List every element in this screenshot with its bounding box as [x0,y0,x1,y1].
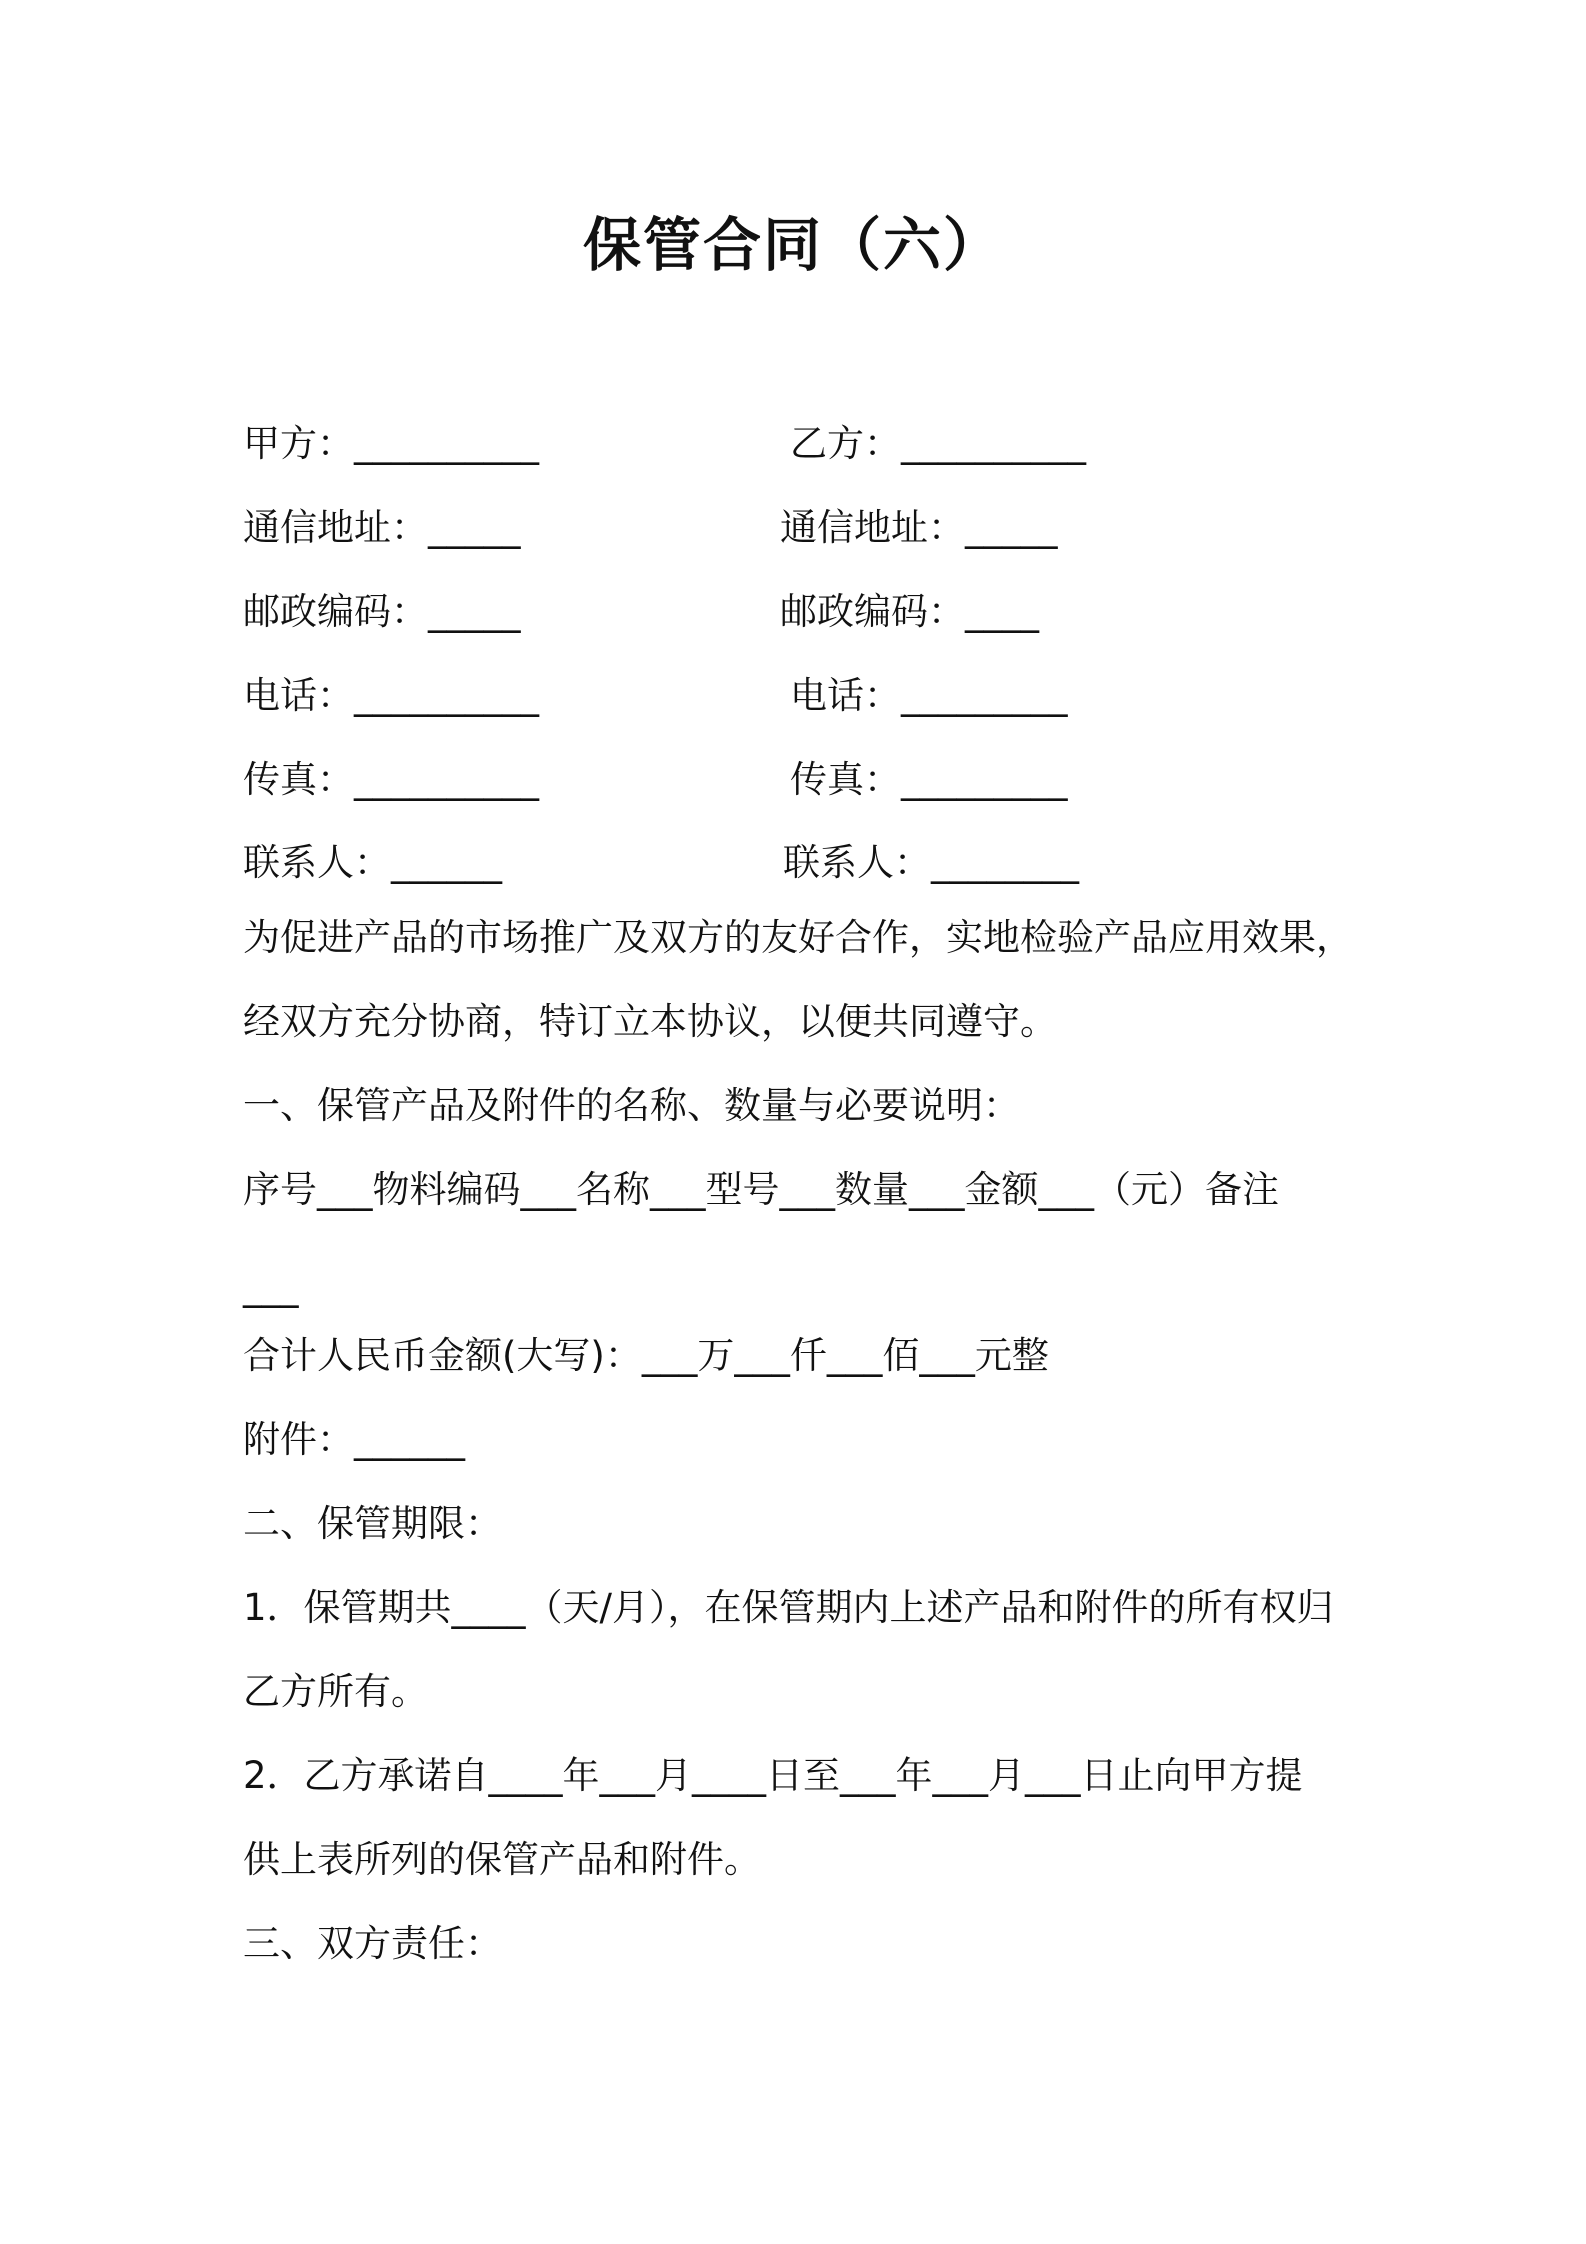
party-a-contact: 联系人：______ [243,841,502,884]
clause-2-1-line-2: 乙方所有。 [243,1670,428,1713]
intro-line-1: 为促进产品的市场推广及双方的友好合作，实地检验产品应用效果， [243,916,1353,959]
section-2-heading: 二、保管期限： [243,1502,502,1545]
party-b-postcode: 邮政编码：____ [780,590,1039,633]
party-a-phone: 电话：__________ [243,674,539,717]
section-1-heading: 一、保管产品及附件的名称、数量与必要说明： [243,1084,1020,1127]
party-b-address: 通信地址：_____ [780,506,1058,549]
party-a-fax: 传真：__________ [243,758,539,801]
party-b-phone: 电话：_________ [790,674,1068,717]
party-b-fax: 传真：_________ [790,758,1068,801]
clause-2-1-line-1: 1．保管期共____（天/月），在保管期内上述产品和附件的所有权归 [243,1586,1334,1629]
document-title: 保管合同（六） [582,211,1003,279]
party-a-name: 甲方：__________ [243,422,539,465]
clause-2-2-line-1: 2．乙方承诺自____年___月____日至___年___月___日止向甲方提 [243,1754,1303,1797]
intro-line-2: 经双方充分协商，特订立本协议，以便共同遵守。 [243,1000,1057,1043]
table-header-line: 序号___物料编码___名称___型号___数量___金额___（元）备注 [243,1168,1279,1211]
party-a-address: 通信地址：_____ [243,506,521,549]
party-b-name: 乙方：__________ [790,422,1086,465]
attachment-line: 附件：______ [243,1418,465,1461]
table-header-continuation: ___ [243,1265,299,1308]
total-amount-line: 合计人民币金额(大写)：___万___仟___佰___元整 [243,1334,1049,1377]
party-a-postcode: 邮政编码：_____ [243,590,521,633]
section-3-heading: 三、双方责任： [243,1922,502,1965]
clause-2-2-line-2: 供上表所列的保管产品和附件。 [243,1838,761,1881]
party-b-contact: 联系人：________ [783,841,1079,884]
